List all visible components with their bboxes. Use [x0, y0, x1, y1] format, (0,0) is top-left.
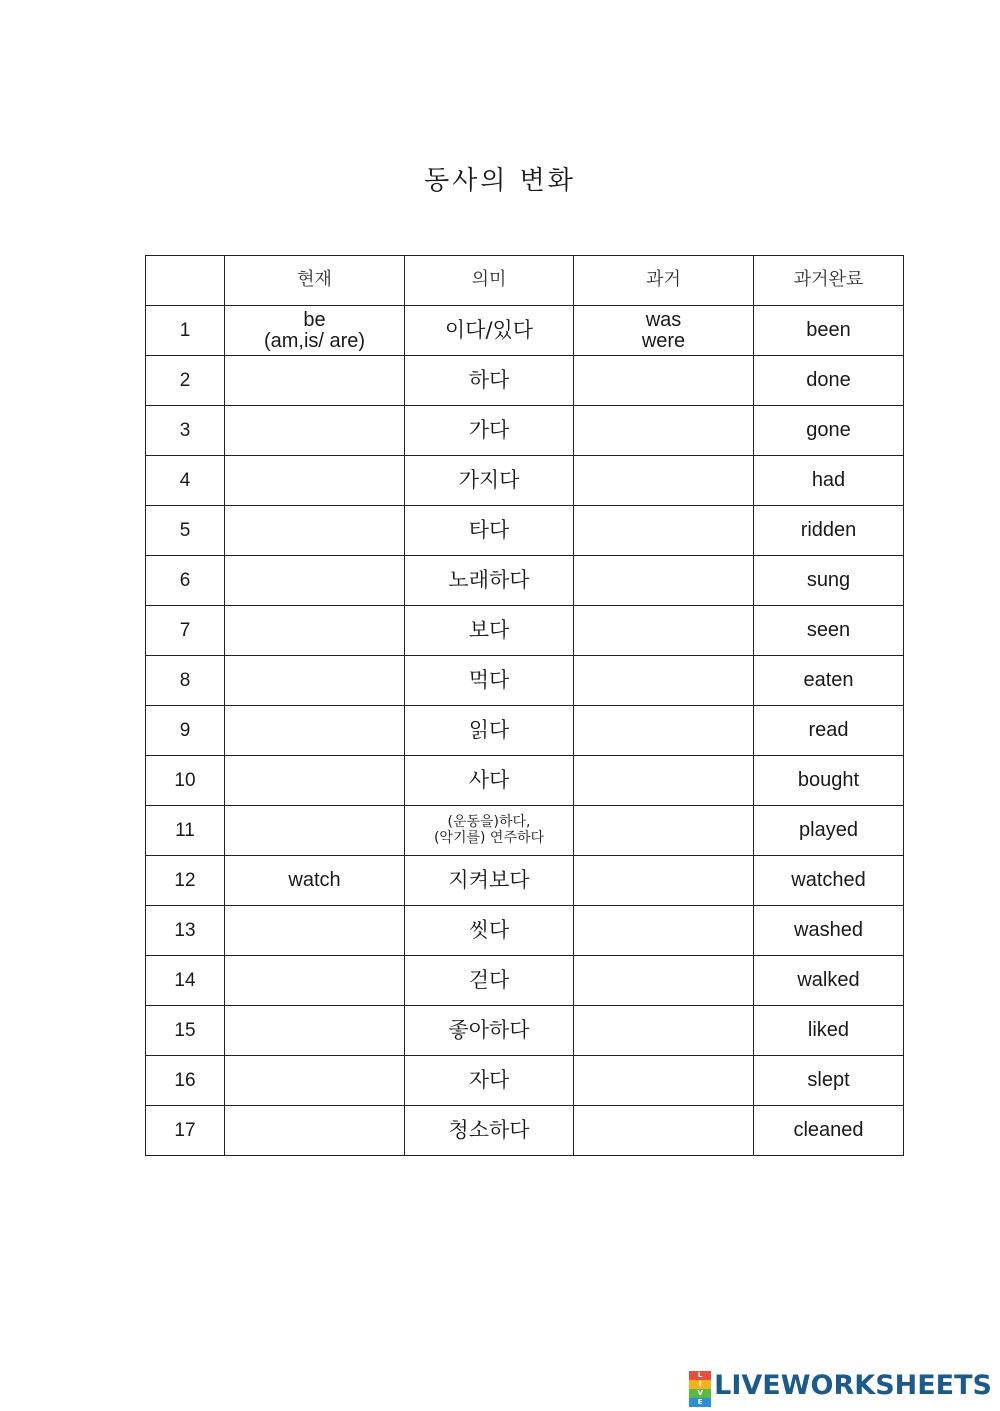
- header-present: 현재: [225, 256, 405, 306]
- meaning-cell: 걷다: [405, 956, 574, 1006]
- past-participle-cell: been: [754, 306, 904, 356]
- table-row: [146, 356, 904, 406]
- table-row: [146, 606, 904, 656]
- row-number-cell: 1: [146, 306, 225, 356]
- present-cell[interactable]: [225, 1056, 405, 1106]
- row-number-cell: 15: [146, 1006, 225, 1056]
- meaning-cell-line: (악기를) 연주하다: [433, 829, 545, 846]
- table-row: [146, 456, 904, 506]
- page-title: 동사의 변화: [424, 166, 576, 196]
- present-cell-line: watch: [288, 869, 341, 891]
- row-number-cell: 10: [146, 756, 225, 806]
- row-number-cell: 7: [146, 606, 225, 656]
- past-participle-cell: bought: [754, 756, 904, 806]
- present-cell-line: (am,is/ are): [263, 329, 366, 352]
- row-number-cell: 14: [146, 956, 225, 1006]
- row-number-cell: 6: [146, 556, 225, 606]
- meaning-cell: 타다: [405, 506, 574, 556]
- present-cell[interactable]: [225, 856, 405, 906]
- liveworksheets-logo[interactable]: [689, 1367, 992, 1406]
- row-number-cell: 13: [146, 906, 225, 956]
- row-number-cell: 2: [146, 356, 225, 406]
- row-number-cell: 16: [146, 1056, 225, 1106]
- past-cell[interactable]: [574, 506, 754, 556]
- logo-mark-icon: [689, 1371, 711, 1406]
- table-row: [146, 806, 904, 856]
- table-row: [146, 1056, 904, 1106]
- past-participle-cell: walked: [754, 956, 904, 1006]
- meaning-cell: 먹다: [405, 656, 574, 706]
- meaning-cell: 자다: [405, 1056, 574, 1106]
- logo-mark-letter: E: [689, 1398, 711, 1407]
- present-cell[interactable]: [225, 556, 405, 606]
- row-number-cell: 11: [146, 806, 225, 856]
- table-row: [146, 956, 904, 1006]
- header-number: [146, 256, 225, 306]
- logo-text: LIVEWORKSHEETS: [714, 1369, 992, 1401]
- past-cell[interactable]: [574, 956, 754, 1006]
- table-body: [146, 306, 904, 1156]
- past-cell[interactable]: [574, 1006, 754, 1056]
- table-row: [146, 406, 904, 456]
- past-cell[interactable]: [574, 806, 754, 856]
- table-row: [146, 856, 904, 906]
- row-number-cell: 17: [146, 1106, 225, 1156]
- present-cell-line: be: [303, 308, 326, 331]
- header-past: 과거: [574, 256, 754, 306]
- row-number-cell: 9: [146, 706, 225, 756]
- logo-mark-letter: V: [689, 1389, 711, 1398]
- table-row: [146, 306, 904, 356]
- present-cell[interactable]: [225, 706, 405, 756]
- table-row: [146, 506, 904, 556]
- past-cell[interactable]: [574, 706, 754, 756]
- past-cell[interactable]: [574, 756, 754, 806]
- table-header-row: [146, 256, 904, 306]
- table-row: [146, 906, 904, 956]
- meaning-cell: 사다: [405, 756, 574, 806]
- present-cell[interactable]: [225, 606, 405, 656]
- meaning-cell: 가다: [405, 406, 574, 456]
- past-participle-cell: ridden: [754, 506, 904, 556]
- meaning-cell: 읽다: [405, 706, 574, 756]
- logo-mark-letter: I: [689, 1380, 711, 1389]
- past-participle-cell: seen: [754, 606, 904, 656]
- past-participle-cell: washed: [754, 906, 904, 956]
- past-cell[interactable]: [574, 1106, 754, 1156]
- past-cell[interactable]: [574, 1056, 754, 1106]
- meaning-cell: [405, 806, 574, 856]
- meaning-cell: 청소하다: [405, 1106, 574, 1156]
- table-row: [146, 1006, 904, 1056]
- past-cell[interactable]: [574, 556, 754, 606]
- table-row: [146, 556, 904, 606]
- past-participle-cell: gone: [754, 406, 904, 456]
- past-cell[interactable]: [574, 856, 754, 906]
- past-cell[interactable]: [574, 306, 754, 356]
- present-cell[interactable]: [225, 506, 405, 556]
- header-past-participle: 과거완료: [754, 256, 904, 306]
- meaning-cell-line: (운동을)하다,: [447, 814, 531, 831]
- row-number-cell: 8: [146, 656, 225, 706]
- past-participle-cell: eaten: [754, 656, 904, 706]
- meaning-cell: 하다: [405, 356, 574, 406]
- present-cell[interactable]: [225, 956, 405, 1006]
- past-participle-cell: slept: [754, 1056, 904, 1106]
- row-number-cell: 12: [146, 856, 225, 906]
- present-cell[interactable]: [225, 906, 405, 956]
- past-cell[interactable]: [574, 606, 754, 656]
- past-cell-line: were: [641, 329, 686, 352]
- table-row: [146, 1106, 904, 1156]
- meaning-cell: 가지다: [405, 456, 574, 506]
- present-cell[interactable]: [225, 756, 405, 806]
- table-row: [146, 706, 904, 756]
- meaning-cell: 지켜보다: [405, 856, 574, 906]
- present-cell[interactable]: [225, 356, 405, 406]
- present-cell[interactable]: [225, 456, 405, 506]
- past-cell[interactable]: [574, 906, 754, 956]
- past-cell[interactable]: [574, 656, 754, 706]
- past-participle-cell: played: [754, 806, 904, 856]
- present-cell[interactable]: [225, 806, 405, 856]
- meaning-cell: 좋아하다: [405, 1006, 574, 1056]
- meaning-cell: 씻다: [405, 906, 574, 956]
- past-participle-cell: liked: [754, 1006, 904, 1056]
- header-meaning: 의미: [405, 256, 574, 306]
- past-participle-cell: done: [754, 356, 904, 406]
- past-cell[interactable]: [574, 406, 754, 456]
- present-cell[interactable]: [225, 1106, 405, 1156]
- past-participle-cell: had: [754, 456, 904, 506]
- table-row: [146, 756, 904, 806]
- past-participle-cell: read: [754, 706, 904, 756]
- verb-table: [145, 255, 904, 1156]
- meaning-cell: 보다: [405, 606, 574, 656]
- present-cell[interactable]: [225, 406, 405, 456]
- present-cell[interactable]: [225, 656, 405, 706]
- row-number-cell: 3: [146, 406, 225, 456]
- row-number-cell: 5: [146, 506, 225, 556]
- meaning-cell: 이다/있다: [405, 306, 574, 356]
- past-participle-cell: watched: [754, 856, 904, 906]
- past-cell[interactable]: [574, 356, 754, 406]
- table-row: [146, 656, 904, 706]
- row-number-cell: 4: [146, 456, 225, 506]
- past-cell-line: was: [645, 308, 682, 331]
- past-participle-cell: cleaned: [754, 1106, 904, 1156]
- past-cell[interactable]: [574, 456, 754, 506]
- present-cell[interactable]: [225, 306, 405, 356]
- meaning-cell: 노래하다: [405, 556, 574, 606]
- logo-mark-letter: L: [689, 1371, 711, 1380]
- past-participle-cell: sung: [754, 556, 904, 606]
- present-cell[interactable]: [225, 1006, 405, 1056]
